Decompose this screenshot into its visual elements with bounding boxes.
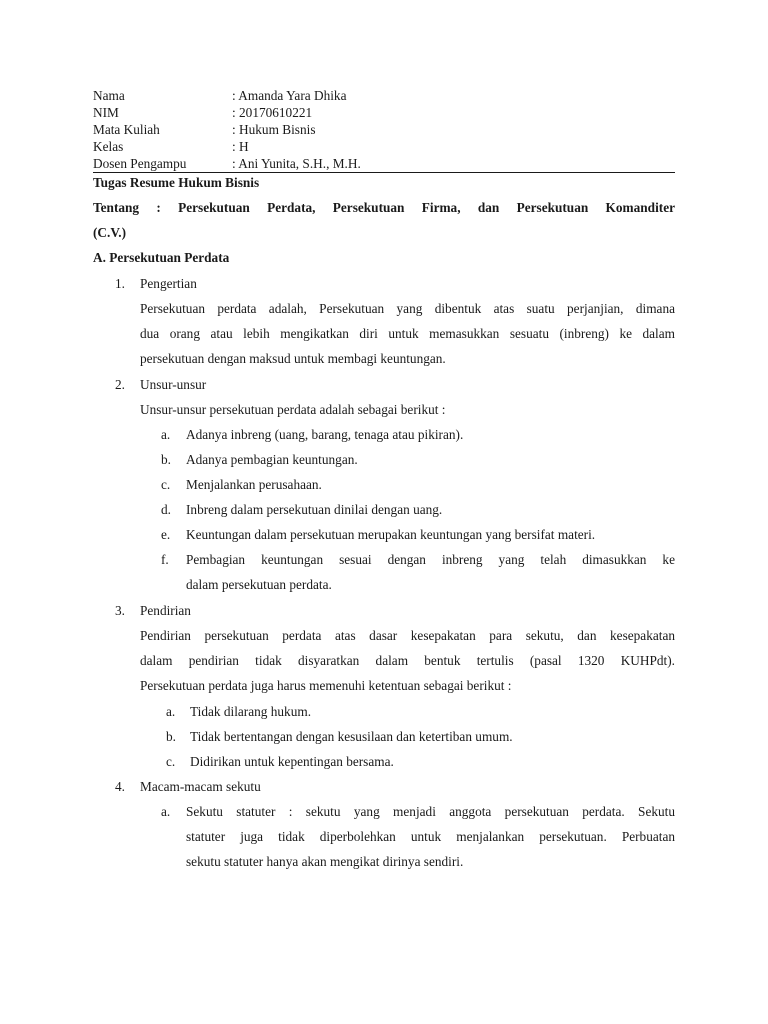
list-number: 4.	[115, 779, 125, 794]
sub-item-text: Adanya inbreng (uang, barang, tenaga atau pikiran).	[186, 427, 464, 442]
header-divider	[93, 172, 675, 173]
paragraph-line: Persekutuan perdata juga harus memenuhi ketentuan sebagai berikut :	[140, 678, 512, 693]
sub-item-text-continued: dalam persekutuan perdata.	[186, 577, 332, 592]
info-value: : Hukum Bisnis	[232, 122, 316, 137]
info-row-nim	[93, 104, 678, 121]
sub-item-text: Didirikan untuk kepentingan bersama.	[190, 754, 394, 769]
info-row-mata-kuliah	[93, 121, 678, 138]
info-value: : Amanda Yara Dhika	[232, 88, 347, 103]
paragraph-line: Unsur-unsur persekutuan perdata adalah sebagai berikut :	[140, 402, 446, 417]
info-label: Kelas	[93, 139, 124, 154]
info-value: : H	[232, 139, 249, 154]
sub-letter: a.	[166, 704, 176, 719]
sub-item-text: Tidak dilarang hukum.	[190, 704, 312, 719]
list-number: 2.	[115, 377, 125, 392]
info-label: Dosen Pengampu	[93, 156, 187, 171]
list-number: 3.	[115, 603, 125, 618]
info-row-kelas	[93, 138, 678, 155]
info-label: Mata Kuliah	[93, 122, 160, 137]
document-title: Tugas Resume Hukum Bisnis	[93, 175, 260, 190]
item-heading: Unsur-unsur	[140, 377, 207, 392]
sub-letter: a.	[161, 804, 171, 819]
sub-item-text: Pembagian keuntungan sesuai dengan inbreng yang telah dimasukkan ke	[186, 552, 675, 567]
sub-item-text: Adanya pembagian keuntungan.	[186, 452, 358, 467]
item-heading: Macam-macam sekutu	[140, 779, 261, 794]
section-heading: A. Persekutuan Perdata	[93, 250, 230, 265]
item-heading: Pendirian	[140, 603, 191, 618]
sub-letter: c.	[166, 754, 176, 769]
sub-item-text: Sekutu statuter : sekutu yang menjadi anggota persekutuan perdata. Sekutu	[186, 804, 675, 819]
sub-letter: a.	[161, 427, 171, 442]
info-value: : Ani Yunita, S.H., M.H.	[232, 156, 361, 171]
paragraph-line: Pendirian persekutuan perdata atas dasar kesepakatan para sekutu, dan kesepakatan	[140, 628, 675, 643]
sub-letter: c.	[161, 477, 171, 492]
sub-item-text-continued: statuter juga tidak diperbolehkan untuk menjalankan persekutuan. Perbuatan	[186, 829, 675, 844]
sub-letter: b.	[166, 729, 176, 744]
sub-item-text: Keuntungan dalam persekutuan merupakan keuntungan yang bersifat materi.	[186, 527, 596, 542]
sub-letter: b.	[161, 452, 171, 467]
list-number: 1.	[115, 276, 125, 291]
sub-item-text-continued: sekutu statuter hanya akan mengikat dirinya sendiri.	[186, 854, 464, 869]
info-value: : 20170610221	[232, 105, 313, 120]
info-row-nama	[93, 87, 678, 104]
sub-letter: f.	[161, 552, 169, 567]
item-heading: Pengertian	[140, 276, 197, 291]
sub-letter: e.	[161, 527, 171, 542]
info-label: NIM	[93, 105, 119, 120]
info-label: Nama	[93, 88, 125, 103]
topic-line-continued: (C.V.)	[93, 225, 126, 240]
student-info-block	[93, 87, 678, 172]
paragraph-line: persekutuan dengan maksud untuk membagi keuntungan.	[140, 351, 446, 366]
paragraph-line: dalam pendirian tidak disyaratkan dalam bentuk tertulis (pasal 1320 KUHPdt).	[140, 653, 675, 668]
sub-item-text: Menjalankan perusahaan.	[186, 477, 322, 492]
sub-item-text: Inbreng dalam persekutuan dinilai dengan uang.	[186, 502, 443, 517]
sub-letter: d.	[161, 502, 171, 517]
paragraph-line: dua orang atau lebih mengikatkan diri untuk memasukkan sesuatu (inbreng) ke dalam	[140, 326, 675, 341]
paragraph-line: Persekutuan perdata adalah, Persekutuan yang dibentuk atas suatu perjanjian, dimana	[140, 301, 675, 316]
sub-item-text: Tidak bertentangan dengan kesusilaan dan ketertiban umum.	[190, 729, 513, 744]
topic-line: Tentang : Persekutuan Perdata, Persekutuan Firma, dan Persekutuan Komanditer	[93, 200, 675, 215]
info-row-dosen	[93, 155, 678, 172]
